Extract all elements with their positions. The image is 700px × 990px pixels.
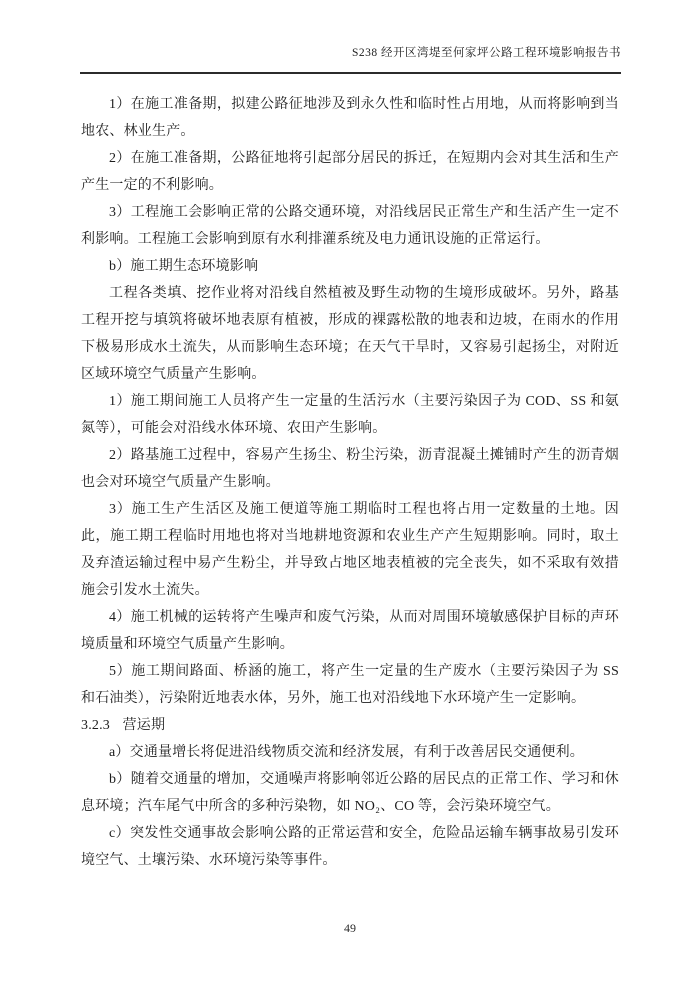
page-header xyxy=(80,46,621,74)
paragraph-9: 5）施工期间路面、桥涵的施工，将产生一定量的生产废水（主要污染因子为 SS 和石油类），污染附近地表水体，另外，施工也对沿线地下水环境产生一定影响。 xyxy=(81,664,619,706)
paragraph-8: 4）施工机械的运转将产生噪声和废气污染，从而对周围环境敏感保护目标的声环境质量和环境空气质量产生影响。 xyxy=(81,610,619,652)
page-number: 49 xyxy=(344,921,356,935)
document-body xyxy=(81,91,619,874)
paragraph-4: 工程各类填、挖作业将对沿线自然植被及野生动物的生境形成破坏。另外，路基工程开挖与填筑将破坏地表原有植被，形成的裸露松散的地表和边坡，在雨水的作用下极易形成水土流失，从而影响生态环境；在天气干旱时，又容易引起扬尘，对附近区域环境空气质量产生影响。 xyxy=(81,286,619,382)
paragraph-2: 2）在施工准备期，公路征地将引起部分居民的拆迁，在短期内会对其生活和生产产生一定的不利影响。 xyxy=(81,151,619,193)
paragraph-3: 3）工程施工会影响正常的公路交通环境，对沿线居民正常生产和生活产生一定不利影响。工程施工会影响到原有水利排灌系统及电力通讯设施的正常运行。 xyxy=(81,205,619,247)
section-heading xyxy=(81,712,619,739)
paragraph-5: 1）施工期间施工人员将产生一定量的生活污水（主要污染因子为 COD、SS 和氨氮等），可能会对沿线水体环境、农田产生影响。 xyxy=(81,394,619,436)
header-title: S238 经开区湾堤至何家坪公路工程环境影响报告书 xyxy=(351,47,621,59)
page-footer xyxy=(0,920,700,936)
paragraph-11: b）随着交通量的增加，交通噪声将影响邻近公路的居民点的正常工作、学习和休息环境；汽车尾气中所含的多种污染物，如 NO₂、CO 等，会污染环境空气。 xyxy=(81,772,619,814)
paragraph-6: 2）路基施工过程中，容易产生扬尘、粉尘污染，沥青混凝土摊铺时产生的沥青烟也会对环境空气质量产生影响。 xyxy=(81,448,619,490)
paragraph-12: c）突发性交通事故会影响公路的正常运营和安全，危险品运输车辆事故易引发环境空气、土壤污染、水环境污染等事件。 xyxy=(81,826,619,868)
subheading-construction-ecology: b）施工期生态环境影响 xyxy=(109,259,259,274)
paragraph-10: a）交通量增长将促进沿线物质交流和经济发展，有利于改善居民交通便利。 xyxy=(109,745,585,760)
section-number: 3.2.3 xyxy=(81,718,110,733)
paragraph-7: 3）施工生产生活区及施工便道等施工期临时工程也将占用一定数量的土地。因此，施工期工程临时用地也将对当地耕地资源和农业生产产生短期影响。同时，取土及弃渣运输过程中易产生粉尘，并导致占地区地表植被的完全丧失，如不采取有效措施会引发水土流失。 xyxy=(81,502,619,598)
section-title: 营运期 xyxy=(122,718,166,733)
paragraph-1: 1）在施工准备期，拟建公路征地涉及到永久性和临时性占用地，从而将影响到当地农、林业生产。 xyxy=(81,97,619,139)
